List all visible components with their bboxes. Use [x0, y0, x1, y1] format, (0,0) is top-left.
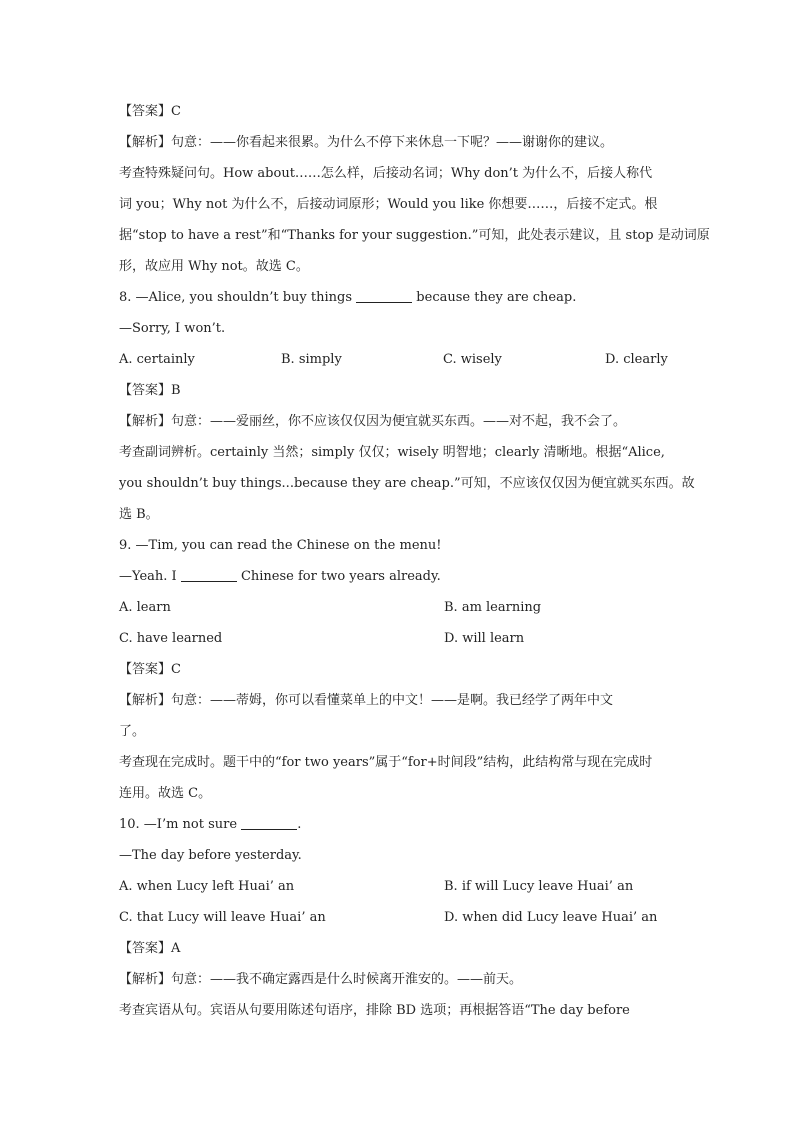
analysis-line: 【解析】句意：——蒂姆，你可以看懂菜单上的中文！——是啊。我已经学了两年中文: [119, 693, 614, 708]
answer-line: 【答案】A: [119, 941, 181, 956]
option-d: D. clearly: [605, 352, 668, 367]
question-9-line: 9. —Tim, you can read the Chinese on the menu!: [119, 538, 442, 553]
analysis-line: 形，故应用 Why not。故选 C。: [119, 259, 309, 274]
analysis-line: 考查特殊疑问句。How about……怎么样，后接动名词；Why don’t 为什么不，后接人称代: [119, 166, 653, 181]
question-text: —Yeah. I: [119, 569, 181, 584]
question-10-line: [119, 809, 679, 840]
option-c: C. have learned: [119, 631, 223, 646]
option-c: C. wisely: [443, 352, 502, 367]
analysis-line: 考查宾语从句。宾语从句要用陈述句语序，排除 BD 选项；再根据答语“The day before: [119, 1003, 630, 1018]
question-reply-line: [119, 561, 679, 592]
analysis-line: 词 you；Why not 为什么不，后接动词原形；Would you like 你想要……，后接不定式。根: [119, 197, 658, 212]
options-row: [119, 623, 679, 654]
analysis-line: 【解析】句意：——我不确定露西是什么时候离开淮安的。——前天。: [119, 972, 523, 987]
answer-line: 【答案】B: [119, 383, 181, 398]
document-page: [119, 96, 710, 1026]
answer-blank: [356, 289, 412, 303]
analysis-line: 考查现在完成时。题干中的“for two years”属于“for+时间段”结构，此结构常与现在完成时: [119, 755, 653, 770]
option-a: A. when Lucy left Huai’ an: [119, 879, 295, 894]
analysis-line: 考查副词辨析。certainly 当然；simply 仅仅；wisely 明智地；clearly 清晰地。根据“Alice,: [119, 445, 665, 460]
analysis-line: 据“stop to have a rest”和“Thanks for your suggestion.”可知，此处表示建议，且 stop 是动词原: [119, 228, 710, 243]
option-b: B. am learning: [444, 600, 542, 615]
question-8-line: [119, 282, 679, 313]
question-text: because they are cheap.: [412, 290, 577, 305]
analysis-line: 连用。故选 C。: [119, 786, 212, 801]
question-text: 8. —Alice, you shouldn’t buy things: [119, 290, 357, 305]
question-text: 10. —I’m not sure: [119, 817, 242, 832]
option-d: D. when did Lucy leave Huai’ an: [444, 910, 658, 925]
option-b: B. simply: [281, 352, 342, 367]
options-row: [119, 592, 679, 623]
answer-line: 【答案】C: [119, 662, 181, 677]
analysis-line: you shouldn’t buy things...because they are cheap.”可知，不应该仅仅因为便宜就买东西。故: [119, 476, 695, 491]
analysis-line: 【解析】句意：——你看起来很累。为什么不停下来休息一下呢？——谢谢你的建议。: [119, 135, 614, 150]
question-reply-line: —The day before yesterday.: [119, 848, 302, 863]
option-c: C. that Lucy will leave Huai’ an: [119, 910, 326, 925]
answer-line: 【答案】C: [119, 104, 181, 119]
option-a: A. learn: [119, 600, 171, 615]
answer-blank: [241, 816, 297, 830]
options-row: [119, 344, 679, 375]
question-text: .: [297, 817, 302, 832]
options-row: [119, 871, 679, 902]
options-row: [119, 902, 679, 933]
analysis-line: 【解析】句意：——爱丽丝，你不应该仅仅因为便宜就买东西。——对不起，我不会了。: [119, 414, 627, 429]
option-b: B. if will Lucy leave Huai’ an: [444, 879, 634, 894]
option-d: D. will learn: [444, 631, 525, 646]
question-reply-line: —Sorry, I won’t.: [119, 321, 226, 336]
answer-blank: [181, 568, 237, 582]
analysis-line: 选 B。: [119, 507, 159, 522]
option-a: A. certainly: [119, 352, 195, 367]
question-text: Chinese for two years already.: [236, 569, 441, 584]
analysis-line: 了。: [119, 724, 146, 739]
